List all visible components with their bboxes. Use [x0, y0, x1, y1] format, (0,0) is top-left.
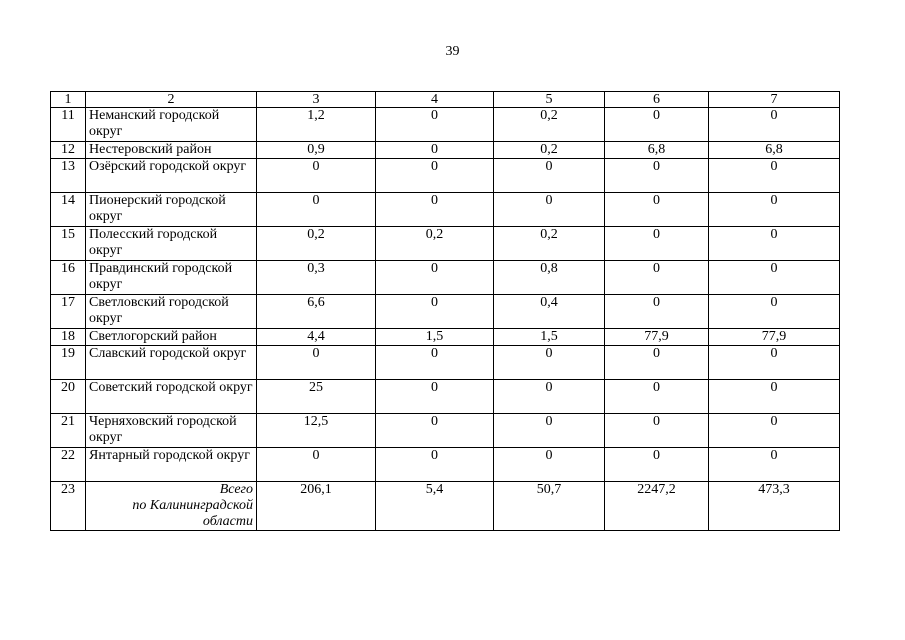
district-name: Советский городской округ: [86, 380, 257, 414]
table-row: [51, 346, 840, 380]
value-col-4: 0: [376, 346, 494, 380]
value-col-4: 0: [376, 414, 494, 448]
value-col-7: 0: [709, 414, 840, 448]
row-number: 22: [51, 448, 86, 482]
value-col-5: 0,2: [494, 142, 605, 159]
header-row: [51, 92, 840, 108]
data-table: [50, 91, 840, 531]
value-col-6: 0: [605, 261, 709, 295]
value-col-4: 1,5: [376, 329, 494, 346]
value-col-7: 0: [709, 108, 840, 142]
value-col-4: 0: [376, 159, 494, 193]
row-number: 11: [51, 108, 86, 142]
value-col-5: 0: [494, 380, 605, 414]
value-col-7: 0: [709, 448, 840, 482]
value-col-4: 0: [376, 448, 494, 482]
value-col-6: 0: [605, 414, 709, 448]
value-col-7: 0: [709, 380, 840, 414]
value-col-5: 0,4: [494, 295, 605, 329]
district-name: Неманский городской округ: [86, 108, 257, 142]
header-cell-1: 1: [51, 92, 86, 108]
value-col-6: 6,8: [605, 142, 709, 159]
table-row: [51, 329, 840, 346]
value-col-7: 0: [709, 227, 840, 261]
total-col-6: 2247,2: [605, 482, 709, 531]
table-row: [51, 193, 840, 227]
value-col-5: 0: [494, 159, 605, 193]
district-name: Озёрский городской округ: [86, 159, 257, 193]
value-col-5: 0,2: [494, 227, 605, 261]
row-number: 12: [51, 142, 86, 159]
value-col-3: 1,2: [257, 108, 376, 142]
value-col-6: 0: [605, 193, 709, 227]
value-col-6: 0: [605, 227, 709, 261]
value-col-3: 4,4: [257, 329, 376, 346]
total-label: [86, 482, 257, 531]
value-col-4: 0: [376, 261, 494, 295]
value-col-6: 0: [605, 295, 709, 329]
value-col-3: 0: [257, 448, 376, 482]
total-col-3: 206,1: [257, 482, 376, 531]
total-row: [51, 482, 840, 531]
value-col-3: 0: [257, 346, 376, 380]
total-col-5: 50,7: [494, 482, 605, 531]
table-row: [51, 142, 840, 159]
value-col-4: 0: [376, 295, 494, 329]
district-name: Славский городской округ: [86, 346, 257, 380]
table-row: [51, 108, 840, 142]
value-col-3: 25: [257, 380, 376, 414]
row-number: 21: [51, 414, 86, 448]
value-col-5: 0: [494, 414, 605, 448]
row-number: 20: [51, 380, 86, 414]
value-col-7: 6,8: [709, 142, 840, 159]
value-col-6: 0: [605, 448, 709, 482]
row-number: 15: [51, 227, 86, 261]
header-cell-5: 5: [494, 92, 605, 108]
table-row: [51, 448, 840, 482]
total-label-line: области: [202, 514, 253, 529]
value-col-7: 77,9: [709, 329, 840, 346]
row-number: 16: [51, 261, 86, 295]
value-col-5: 0,2: [494, 108, 605, 142]
value-col-4: 0,2: [376, 227, 494, 261]
value-col-6: 0: [605, 108, 709, 142]
value-col-6: 0: [605, 380, 709, 414]
table-row: [51, 227, 840, 261]
value-col-4: 0: [376, 108, 494, 142]
value-col-6: 0: [605, 159, 709, 193]
district-name: Полесский городской округ: [86, 227, 257, 261]
row-number: 23: [51, 482, 86, 531]
row-number: 14: [51, 193, 86, 227]
value-col-7: 0: [709, 159, 840, 193]
header-cell-7: 7: [709, 92, 840, 108]
total-label-line: по Калининградской: [132, 498, 253, 513]
row-number: 17: [51, 295, 86, 329]
value-col-7: 0: [709, 346, 840, 380]
district-name: Нестеровский район: [86, 142, 257, 159]
value-col-3: 12,5: [257, 414, 376, 448]
value-col-3: 6,6: [257, 295, 376, 329]
district-name: Черняховский городской округ: [86, 414, 257, 448]
table-row: [51, 261, 840, 295]
row-number: 13: [51, 159, 86, 193]
value-col-5: 0: [494, 193, 605, 227]
value-col-3: 0,9: [257, 142, 376, 159]
header-cell-6: 6: [605, 92, 709, 108]
row-number: 18: [51, 329, 86, 346]
district-name: Янтарный городской округ: [86, 448, 257, 482]
header-cell-3: 3: [257, 92, 376, 108]
value-col-7: 0: [709, 261, 840, 295]
header-cell-2: 2: [86, 92, 257, 108]
value-col-3: 0: [257, 193, 376, 227]
district-name: Светловский городской округ: [86, 295, 257, 329]
value-col-6: 77,9: [605, 329, 709, 346]
page-number: 39: [445, 44, 460, 59]
row-number: 19: [51, 346, 86, 380]
value-col-7: 0: [709, 193, 840, 227]
value-col-3: 0,3: [257, 261, 376, 295]
value-col-6: 0: [605, 346, 709, 380]
value-col-3: 0,2: [257, 227, 376, 261]
table-row: [51, 414, 840, 448]
value-col-4: 0: [376, 142, 494, 159]
value-col-3: 0: [257, 159, 376, 193]
header-cell-4: 4: [376, 92, 494, 108]
value-col-5: 0: [494, 346, 605, 380]
district-name: Светлогорский район: [86, 329, 257, 346]
value-col-4: 0: [376, 193, 494, 227]
table-row: [51, 380, 840, 414]
total-col-7: 473,3: [709, 482, 840, 531]
total-col-4: 5,4: [376, 482, 494, 531]
value-col-5: 0: [494, 448, 605, 482]
total-label-line: Всего: [219, 482, 253, 497]
table-row: [51, 295, 840, 329]
district-name: Правдинский городской округ: [86, 261, 257, 295]
value-col-4: 0: [376, 380, 494, 414]
district-name: Пионерский городской округ: [86, 193, 257, 227]
table-row: [51, 159, 840, 193]
value-col-5: 0,8: [494, 261, 605, 295]
value-col-5: 1,5: [494, 329, 605, 346]
value-col-7: 0: [709, 295, 840, 329]
